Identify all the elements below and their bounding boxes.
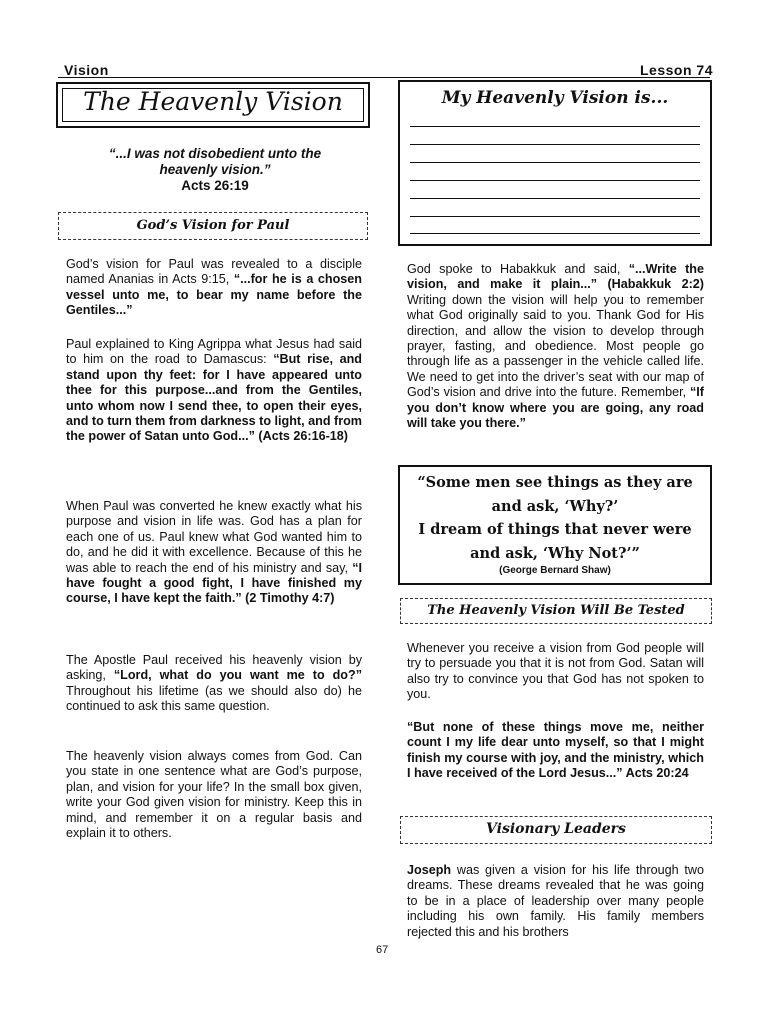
joseph-name: Joseph — [407, 863, 452, 877]
habakkuk-text-b: Writing down the vision will help you to remember what God originally said to you. Thank God for His direction, and allow the vision to develop through prayer, fasting, and obedience. Most people go through life as a passenger in the vehicle called life. We need to get into the driver’s seat with our map of God’s vision and drive into the future. Remember, — [407, 292, 704, 400]
apostle-question: “Lord, what do you want me to do?” — [113, 668, 362, 683]
writing-line[interactable] — [410, 162, 700, 163]
writing-line[interactable] — [410, 216, 700, 217]
shaw-quote — [400, 471, 710, 565]
writing-line[interactable] — [410, 180, 700, 181]
paragraph-agrippa — [66, 337, 362, 445]
writing-line[interactable] — [410, 126, 700, 127]
paragraph-joseph — [407, 863, 704, 940]
converted-text: When Paul was converted he knew exactly what his purpose and vision in life was. God has a plan for each one of us. Paul knew what God wanted him to do, and he did it with excellence. Because of this he was able to reach the end of his ministry and say, — [66, 499, 362, 575]
writing-line[interactable] — [410, 144, 700, 145]
ananias-scripture: “...for he is a chosen vessel unto me, to bear my name before the Gentiles...” — [66, 272, 362, 318]
paragraph-tested: Whenever you receive a vision from God people will try to persuade you that it is not from God. Satan will also try to convince you that God has not spoken to you. — [407, 641, 704, 702]
writing-line[interactable] — [410, 233, 700, 234]
paragraph-apostle — [66, 653, 362, 715]
road-quote: “If you don’t know where you are going, any road will take you there.” — [407, 385, 704, 431]
shaw-quote-line4: and ask, ‘Why Not?’” — [470, 544, 640, 562]
header-lesson-label: Lesson 74 — [640, 62, 713, 78]
paragraph-converted — [66, 499, 362, 607]
shaw-attribution: (George Bernard Shaw) — [499, 565, 611, 576]
paragraph-ananias — [66, 257, 362, 319]
ananias-text: God’s vision for Paul was revealed to a disciple named Ananias in Acts 9:15, — [66, 257, 362, 287]
opening-quote — [60, 146, 370, 194]
page-number: 67 — [376, 944, 389, 956]
agrippa-text: Paul explained to King Agrippa what Jesus had said to him on the road to Damascus: — [66, 337, 362, 367]
opening-quote-ref: Acts 26:19 — [181, 178, 249, 193]
apostle-text-b: Throughout his lifetime (as we should also do) he continued to ask this same question. — [66, 683, 362, 714]
page-title: The Heavenly Vision — [83, 87, 343, 116]
acts-20-24-quote: “But none of these things move me, neither count I my life dear unto myself, so that I might finish my course with joy, and the ministry, which I have received of the Lord Jesus...” Acts 20:24 — [407, 720, 704, 781]
section-heading-tested: The Heavenly Vision Will Be Tested — [400, 598, 712, 624]
opening-quote-line2: heavenly vision.” — [159, 162, 271, 177]
apostle-text-a: The Apostle Paul received his heavenly vision by asking, — [66, 653, 362, 683]
paragraph-habakkuk — [407, 262, 704, 431]
habakkuk-scripture: “...Write the vision, and make it plain...” (Habakkuk 2:2) — [407, 262, 704, 292]
paragraph-heavenly-vision: The heavenly vision always comes from God. Can you state in one sentence what are God’s purpose, plan, and vision for your life? In the small box given, write your God given vision for ministry. Keep this in mind, and remember it on a regular basis and explain it to others. — [66, 749, 362, 841]
vision-writing-box — [398, 80, 712, 246]
vision-box-title: My Heavenly Vision is... — [441, 88, 669, 108]
shaw-quote-box — [398, 465, 712, 585]
section-heading-gods-vision: God’s Vision for Paul — [58, 212, 368, 240]
header-rule — [58, 77, 710, 78]
section-heading-visionary-leaders: Visionary Leaders — [400, 816, 712, 844]
writing-line[interactable] — [410, 198, 700, 199]
agrippa-scripture: “But rise, and stand upon thy feet: for I have appeared unto thee for this purpose...and from the Gentiles, unto whom now I send thee, to open their eyes, and to turn them from darkness to light, and from the power of Satan unto God...” (Acts 26:16-18) — [66, 352, 362, 444]
timothy-scripture: “I have fought a good fight, I have finished my course, I have kept the faith.” (2 Timothy 4:7) — [66, 560, 362, 606]
shaw-quote-line1: “Some men see things as they are — [417, 474, 693, 491]
shaw-quote-line2: and ask, ‘Why?’ — [491, 497, 619, 515]
shaw-quote-line3: I dream of things that never were — [418, 521, 692, 538]
header-section-label: Vision — [64, 62, 109, 78]
joseph-text: was given a vision for his life through two dreams. These dreams revealed that he was going to be in a place of leadership over many people including his own family. His family members rejected this and his brothers — [407, 863, 704, 939]
opening-quote-line1: “...I was not disobedient unto the — [108, 146, 322, 161]
title-box — [56, 82, 370, 128]
habakkuk-text-a: God spoke to Habakkuk and said, — [407, 262, 629, 276]
